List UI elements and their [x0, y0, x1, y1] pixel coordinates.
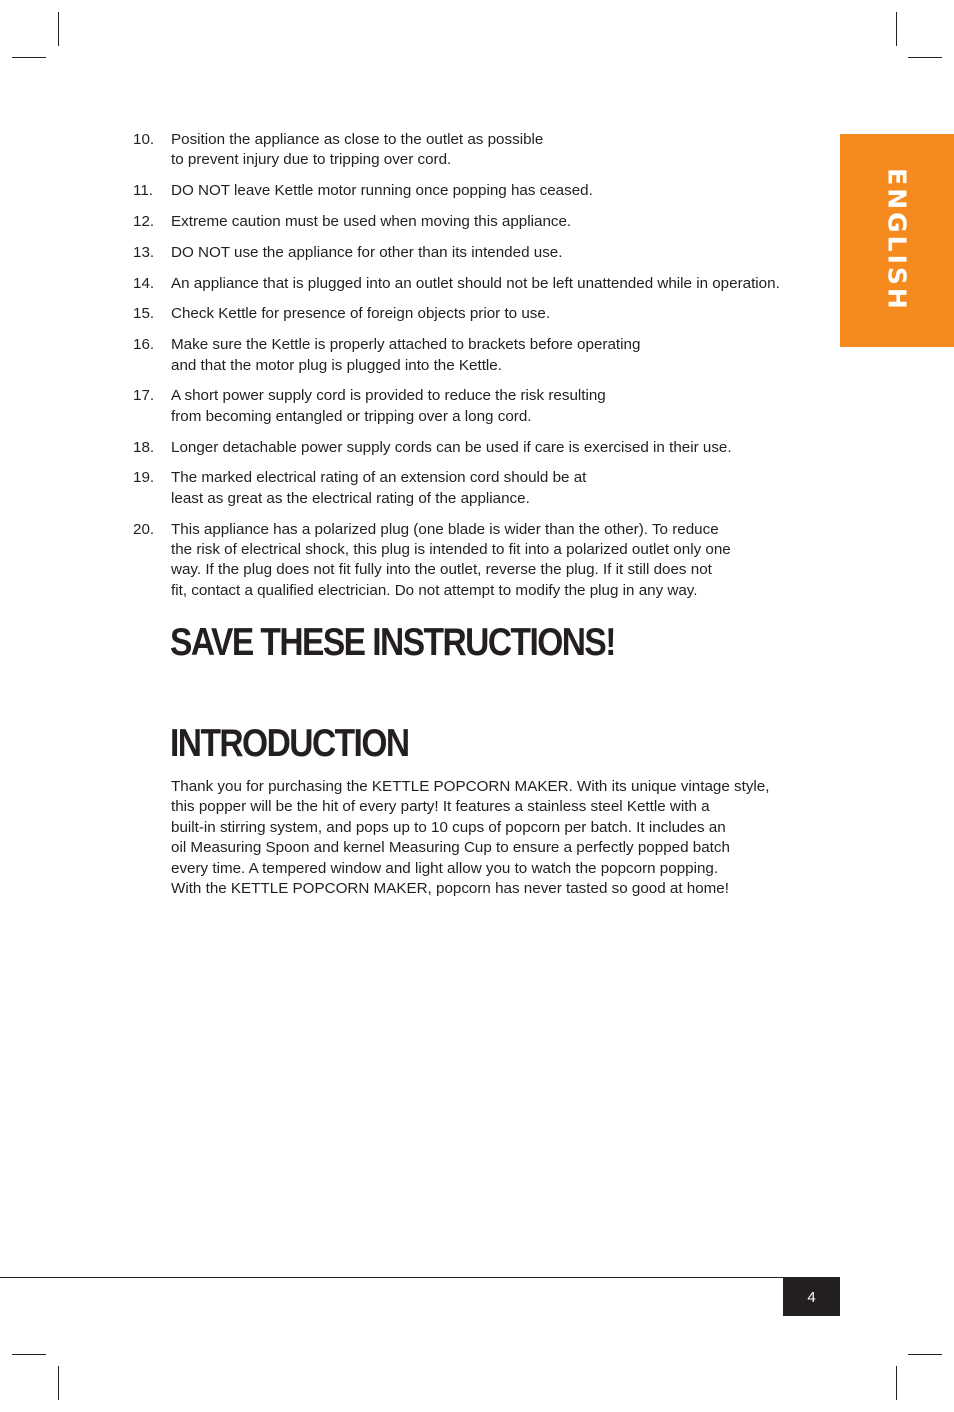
warning-text-line: way. If the plug does not fit fully into the outlet, reverse the plug. If it still does not — [171, 561, 712, 579]
warning-number: 15. — [133, 305, 155, 323]
warning-number: 12. — [133, 213, 155, 230]
warning-text-line: DO NOT use the appliance for other than its intended use. — [171, 243, 563, 261]
warning-text-line: The marked electrical rating of an extension cord should be at — [171, 469, 587, 487]
crop-mark — [908, 57, 942, 58]
warning-item — [133, 212, 833, 232]
warning-number: 14. — [133, 274, 155, 292]
crop-mark — [12, 57, 46, 58]
warning-text-line: from becoming entangled or tripping over a long cord. — [171, 407, 532, 425]
introduction-text-line: With the KETTLE POPCORN MAKER, popcorn has never tasted so good at home! — [171, 880, 729, 898]
introduction-text-line: every time. A tempered window and light allow you to watch the popcorn popping. — [171, 859, 719, 877]
warning-text-line: the risk of electrical shock, this plug is intended to fit into a polarized outlet only one — [171, 541, 731, 558]
warning-number: 20. — [133, 520, 155, 538]
crop-mark — [58, 12, 59, 46]
warning-text-line: Make sure the Kettle is properly attached to brackets before operating — [171, 336, 641, 354]
warning-text-line: This appliance has a polarized plug (one blade is wider than the other). To reduce — [171, 520, 719, 538]
warning-text-line: DO NOT leave Kettle motor running once popping has ceased. — [171, 182, 593, 200]
warning-item — [133, 274, 833, 294]
warning-item — [133, 181, 833, 201]
warning-text-line: Check Kettle for presence of foreign objects prior to use. — [171, 305, 551, 323]
warning-text-line: to prevent injury due to tripping over cord. — [171, 151, 452, 169]
language-tab-label: ENGLISH — [882, 168, 912, 312]
warning-text-line: Longer detachable power supply cords can be used if care is exercised in their use. — [171, 438, 732, 456]
warning-number: 18. — [133, 438, 155, 456]
warning-item — [133, 468, 833, 509]
warning-number: 10. — [133, 131, 155, 148]
warning-item — [133, 304, 833, 324]
footer-rule — [0, 1277, 840, 1278]
warning-item — [133, 243, 833, 263]
warning-number: 19. — [133, 469, 155, 487]
warning-text-line: fit, contact a qualified electrician. Do not attempt to modify the plug in any way. — [171, 581, 698, 599]
introduction-heading: INTRODUCTION — [170, 722, 409, 765]
crop-mark — [58, 1366, 59, 1400]
warning-number: 17. — [133, 387, 155, 405]
warning-item — [133, 520, 833, 602]
page-number: 4 — [807, 1288, 816, 1306]
save-instructions-heading: SAVE THESE INSTRUCTIONS! — [170, 621, 615, 664]
safety-warnings-list — [133, 130, 833, 612]
warning-item — [133, 335, 833, 376]
warning-text-line: Position the appliance as close to the outlet as possible — [171, 131, 544, 148]
warning-number: 13. — [133, 243, 155, 261]
warning-item — [133, 386, 833, 427]
crop-mark — [12, 1354, 46, 1355]
introduction-text-line: Thank you for purchasing the KETTLE POPCORN MAKER. With its unique vintage style, — [171, 778, 770, 795]
warning-item — [133, 130, 833, 171]
warning-text-line: A short power supply cord is provided to reduce the risk resulting — [171, 387, 606, 405]
introduction-text-line: this popper will be the hit of every party! It features a stainless steel Kettle with a — [171, 798, 710, 816]
crop-mark — [896, 1366, 897, 1400]
warning-item — [133, 438, 833, 458]
warning-text-line: An appliance that is plugged into an outlet should not be left unattended while in operation. — [171, 274, 780, 292]
warning-text-line: and that the motor plug is plugged into the Kettle. — [171, 356, 502, 374]
crop-mark — [908, 1354, 942, 1355]
warning-text-line: least as great as the electrical rating of the appliance. — [171, 489, 530, 507]
warning-number: 11. — [133, 182, 153, 200]
warning-number: 16. — [133, 336, 155, 354]
crop-mark — [896, 12, 897, 46]
introduction-text-line: oil Measuring Spoon and kernel Measuring Cup to ensure a perfectly popped batch — [171, 839, 730, 857]
warning-text-line: Extreme caution must be used when moving this appliance. — [171, 213, 572, 230]
page-number-box — [783, 1278, 840, 1316]
introduction-paragraph — [171, 777, 769, 899]
introduction-text-line: built-in stirring system, and pops up to 10 cups of popcorn per batch. It includes an — [171, 818, 726, 836]
language-tab — [840, 134, 954, 347]
